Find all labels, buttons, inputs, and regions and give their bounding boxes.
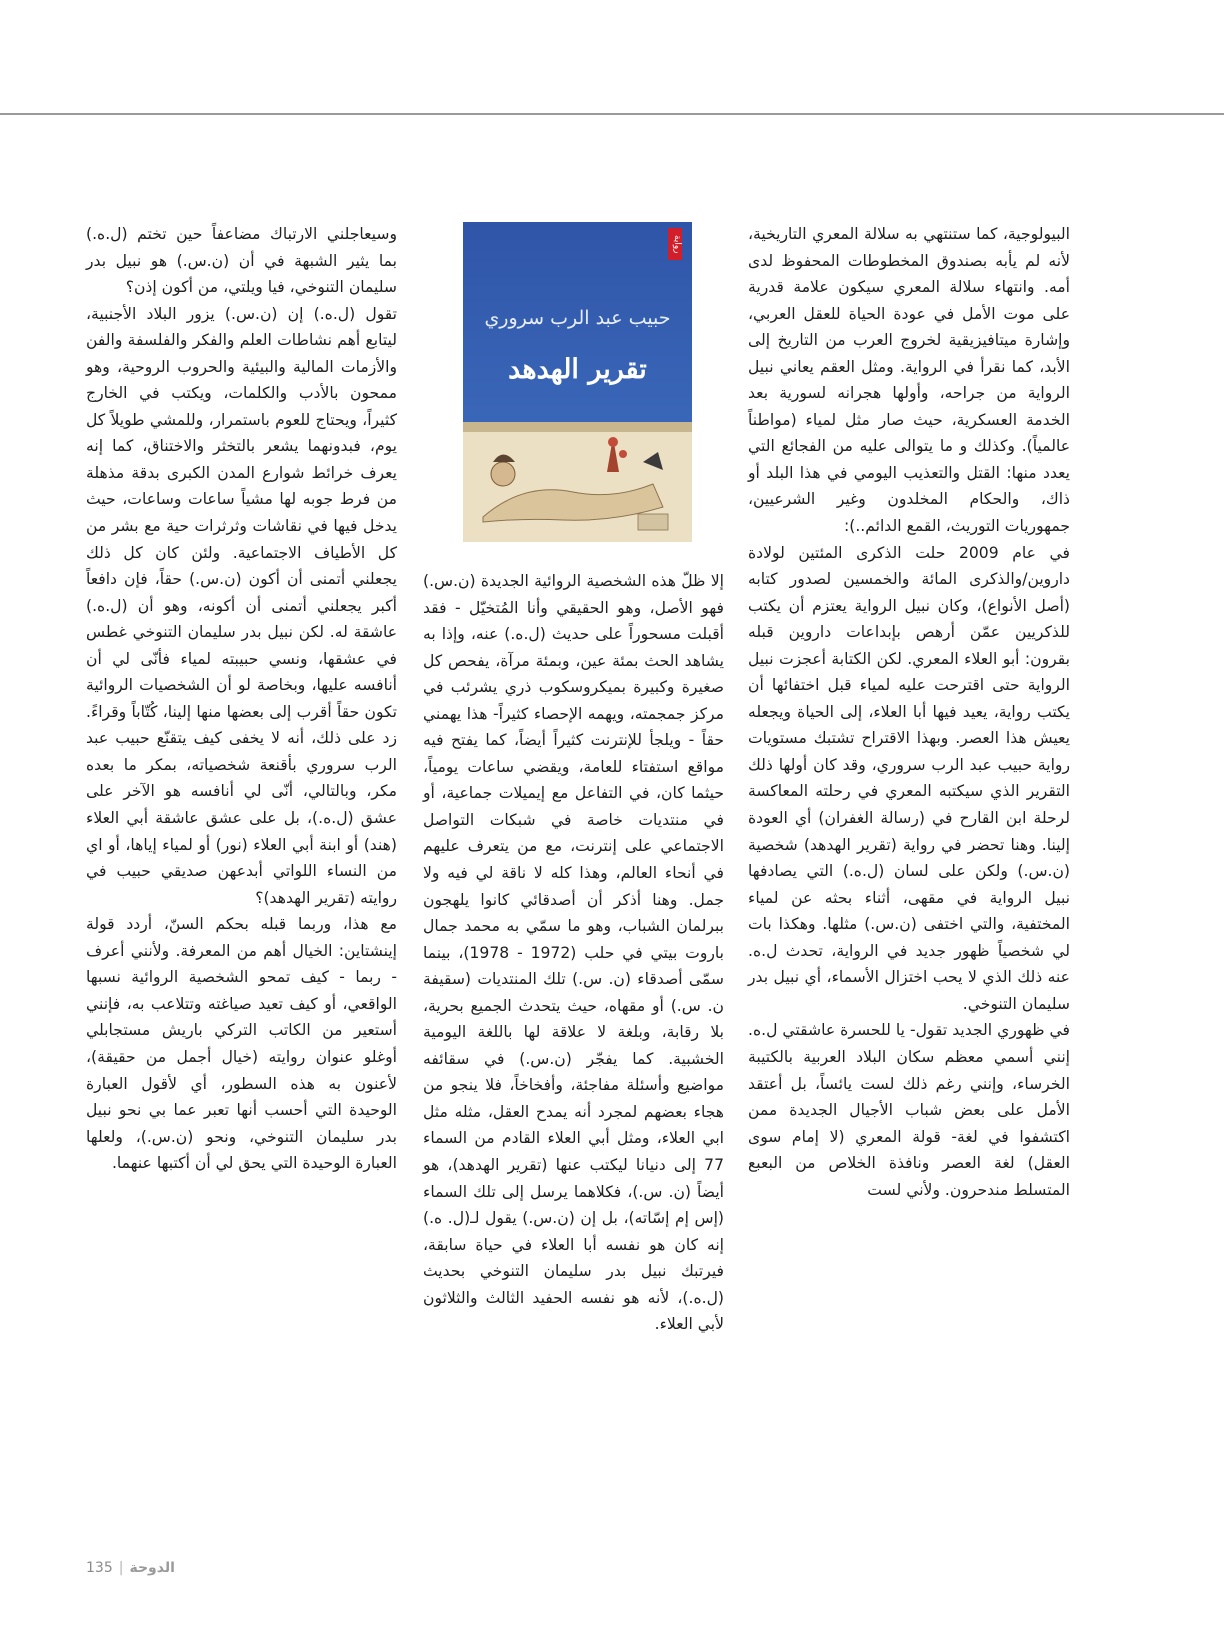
book-cover-image (463, 222, 692, 542)
paragraph: تقول (ل.ه.) إن (ن.س.) يزور البلاد الأجنبية، ليتابع أهم نشاطات العلم والفكر والفلسفة والفن والأزمات المالية والبيئية والحروب الروحية، وهو ممحون بالأدب والكلمات، ويكتب في الخارج كثيراً، ويحتاج للعوم باستمرار، وللمشي طويلاً كل يوم، فبدونهما يشعر بالتخثر والاختناق، كما إنه يعرف خرائط شوارع المدن الكبرى بدقة مذهلة من فرط جوبه لها مشياً ساعات وساعات، حيث يدخل فيها في نقاشات وثرثرات حية مع بشر من كل الأطياف الاجتماعية. ولئن كان كل ذلك يجعلني أتمنى أن أكون (ن.س.) حقاً، فإن دافعاً أكبر يجعلني أتمنى أن أكونه، وهو أن (ل.ه.) عاشقة له. لكن نبيل بدر سليمان التنوخي غطس في عشقها، ونسي حبيبته لمياء فأنّى لي أن أنافسه عليها، وبخاصة لو أن الشخصيات الروائية تكون حقاً أقرب إلى بعضها منها إلينا، كُتّاباً وقراءً. زد على ذلك، أنه لا يخفى كيف يتقنّع حبيب عبد الرب سروري بأقنعة شخصياته، بمكر ما بعده مكر، وبالتالي، أنّى لي أنافسه هو الآخر على عشق (ل.ه.)، بل على عشق عاشقة أبي العلاء (هند) أو ابنة أبي العلاء (نور) أو لمياء إياها، أو اي من النساء اللواتي أبدعهن صديقي حبيب في روايته (تقرير الهدهد)؟ (86, 304, 397, 907)
header-rule (0, 113, 1224, 115)
paragraph: البيولوجية، كما ستنتهي به سلالة المعري التاريخية، لأنه لم يأبه بصندوق المخطوطات المحفوظ لدى أمه. وانتهاء سلالة المعري سيكون علامة قدرية على موت الأمل في عودة الحياة للعقل العربي، وإشارة ميتافيزيقية لخروج العرب من التاريخ إلى الأبد، كما نقرأ في الرواية. ومثل العقم يعاني نبيل الرواية من جراحه، وأولها هجرانه لسورية بعد الخدمة العسكرية، حيث صار مثل لمياء (مواطناً عالمياً). وكذلك و ما يتوالى عليه من الفجائع التي يعدد منها: القتل والتعذيب اليومي في هذا البلد أو ذاك، والحكام المخلدون وغير الشرعيين، جمهوريات التوريث، القمع الدائم..): (748, 225, 1070, 536)
paragraph: في ظهوري الجديد تقول- يا للحسرة عاشقتي ل.ه. إنني أسمي معظم سكان البلاد العربية بالكتيبة الخرساء، وإنني رغم ذلك لست يائساً، بل أعتقد الأمل على بعض شباب الأجيال الجديدة ممن اكتشفوا في لغة- قولة المعري (لا إمام سوى العقل) لغة العصر ونافذة الخلاص من البعبع المتسلط مندحرون. ولأني لست (748, 1021, 1070, 1199)
paragraph: مع هذا، وربما قبله بحكم السنّ، أردد قولة إينشتاين: الخيال أهم من المعرفة. ولأنني أعرف - ربما - كيف تمحو الشخصية الروائية نسبها الواقعي، أو كيف تعيد صياغته وتتلاعب به، فإنني أستعير من الكاتب التركي باريش مستجابلي أوغلو عنوان روايته (خيال أجمل من حقيقة)، لأعنون به هذه السطور، أي لأقول العبارة الوحيدة التي أحسب أنها تعبر عما بي نحو نبيل بدر سليمان التنوخي، ونحو (ن.س.)، ولعلها العبارة الوحيدة التي يحق لي أن أكتبها عنهما. (86, 915, 397, 1173)
article-column-left (86, 221, 397, 1177)
article-column-right (748, 221, 1070, 1203)
footer-separator: | (118, 1560, 124, 1576)
cover-author: حبيب عبد الرب سروري (484, 307, 671, 329)
paragraph: إلا ظلّ هذه الشخصية الروائية الجديدة (ن.س.) فهو الأصل، وهو الحقيقي وأنا المُتخيّل - فقد أقبلت مسحوراً على حديث (ل.ه.) عنه، وإذا به يشاهد الحث بمئة عين، وبمئة مرآة، يفحص كل صغيرة وكبيرة بميكروسكوب ذري يشرئب في مركز جمجمته، ويهمه الإحصاء كثيراً- هذا يهمني حقاً - ويلجأ للإنترنت كثيراً أيضاً، كما يفتح فيه مواقع استفتاء للعامة، ويقضي ساعات يومياً، حيثما كان، في التفاعل مع إيميلات جماعية، أو في منتديات خاصة في شبكات التواصل الاجتماعي على إنترنت، مع من يتعرف عليهم في أنحاء العالم، وهذا كله لا ناقة لي فيه ولا جمل. وهنا أذكر أن أصدقائي كانوا يلهجون ببرلمان الشباب، وهو ما سمّي به محمد جمال باروت بيتي في حلب (1972 - 1978)، بينما سمّى أصدقاء (ن. س.) تلك المنتديات (سقيفة ن. س.) أو مقهاه، حيث يتحدث الجميع بحرية، بلا رقابة، وبلغة لا علاقة لها باللغة اليومية الخشبية. كما يفجّر (ن.س.) في سقائفه مواضيع وأسئلة مفاجئة، وأفخاخاً، فلا ينجو من هجاء بعضهم لمجرد أنه يمدح العقل، مثله مثل ابي العلاء، ومثل أبي العلاء القادم من السماء 77 إلى دنيانا ليكتب عنها (تقرير الهدهد)، هو أيضاً (ن. س.)، فكلاهما يرسل إلى تلك السماء (إس إم إسّاته)، بل إن (ن.س.) يقول لـ(ل. ه.) إنه كان هو نفسه أبا العلاء في حياة سابقة، فيرتبك نبيل بدر سليمان التنوخي بحديث (ل.ه.)، لأنه هو نفسه الحفيد الثالث والثلاثون لأبي العلاء. (423, 572, 725, 1334)
article-column-middle (423, 568, 724, 1338)
cover-title: تقرير الهدهد (508, 354, 647, 385)
cover-genre-badge: رواية (668, 228, 682, 260)
page-number: 135 (86, 1560, 113, 1576)
paragraph: في عام 2009 حلت الذكرى المئتين لولادة داروين/والذكرى المائة والخمسين لصدور كتابه (أصل الأنواع)، وكان نبيل الرواية يعتزم أن يكتب للذكريين عمّن أرهص بإبداعات داروين قبله بقرون: أبو العلاء المعري. لكن الكتابة أعجزت نبيل الرواية حتى اقترحت عليه لمياء قبل اختفائها أن يكتب رواية، يعيد فيها أبا العلاء، إلى الحياة ويجعله يعيش هذا العصر. وبهذا الاقتراح تشتبك مستويات رواية حبيب عبد الرب سروري، وقد كان أولها ذلك التقرير الذي سيكتبه المعري في رحلته المعاكسة لرحلة ابن القارح في (رسالة الغفران) أي العودة إلينا. وهنا تحضر في رواية (تقرير الهدهد) شخصية (ن.س.) ولكن على لسان (ل.ه.) التي يصادفها نبيل الرواية في مقهى، أثناء بحثه عن لمياء المختفية، والتي اختفى (ن.س.) مثلها. وهكذا بات لي شخصياً ظهور جديد في الرواية، تحدث ل.ه. عنه ذلك الذي لا يحب اختزال الأسماء، أي نبيل بدر سليمان التنوخي. (748, 543, 1070, 1013)
paragraph: وسيعاجلني الارتباك مضاعفاً حين تختم (ل.ه.) بما يثير الشبهة في أن (ن.س.) هو نبيل بدر سليمان التنوخي، فيا ويلتي، من أكون إذن؟ (86, 225, 397, 297)
page-footer (86, 1560, 175, 1576)
magazine-name: الدوحة (129, 1560, 175, 1576)
cover-illustration (463, 422, 692, 542)
